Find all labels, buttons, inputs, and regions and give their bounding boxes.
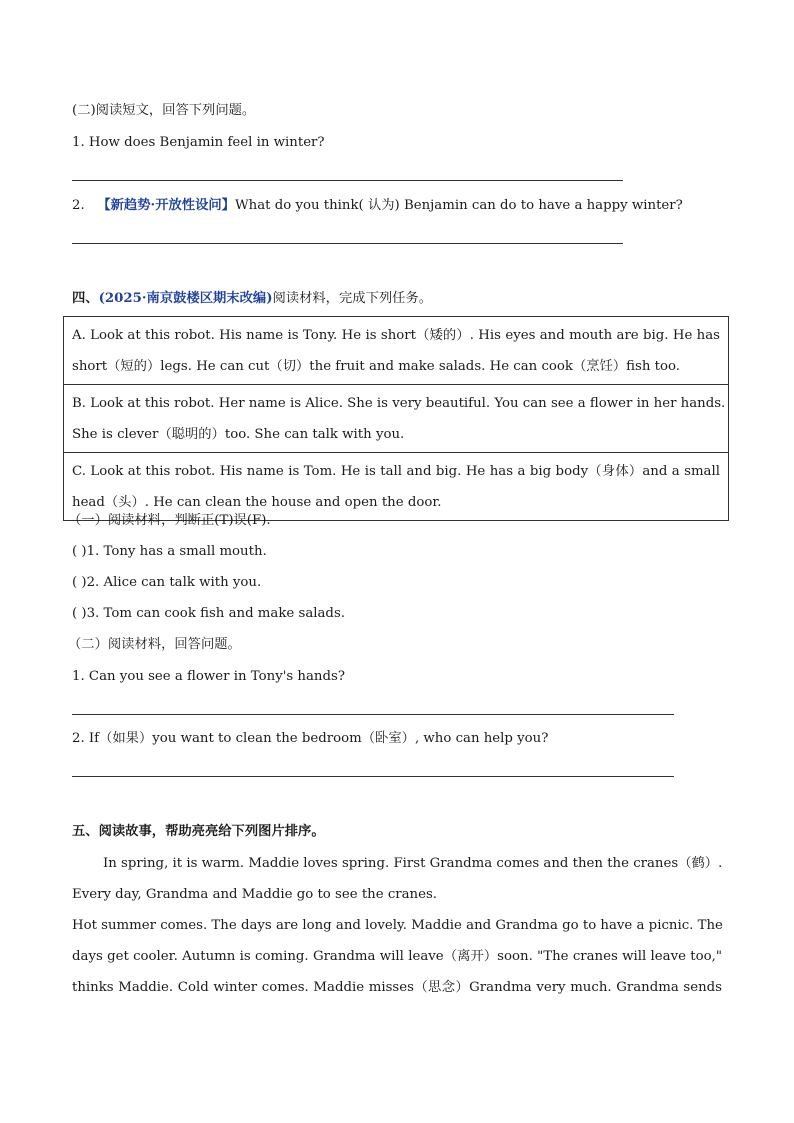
story-line-5: thinks Maddie. Cold winter comes. Maddie misses（思念）Grandma very much. Grandma sends [72, 980, 722, 995]
qa-answer-line-1[interactable] [72, 714, 674, 715]
passage-a-line-2: short（短的）legs. He can cut（切）the fruit and make salads. He can cook（烹饪）fish too. [72, 359, 680, 374]
section4-heading-tag: (2025·南京鼓楼区期末改编) [98, 291, 273, 306]
passage-b-line-1: B. Look at this robot. Her name is Alice. She is very beautiful. You can see a flower in her hands. [72, 396, 726, 411]
tf-item-3[interactable]: ( )3. Tom can cook fish and make salads. [72, 606, 345, 621]
story-line-2: Every day, Grandma and Maddie go to see the cranes. [72, 887, 438, 902]
story-line-4: days get cooler. Autumn is coming. Grandma will leave（离开）soon. "The cranes will leave too," [72, 949, 722, 964]
qa-heading: （二）阅读材料，回答问题。 [68, 637, 241, 652]
passage-b-line-2: She is clever（聪明的）too. She can talk with you. [72, 427, 405, 442]
qa-answer-line-2[interactable] [72, 776, 674, 777]
story-line-1: In spring, it is warm. Maddie loves spring. First Grandma comes and then the cranes（鹤）. [103, 856, 723, 871]
qa-question-2: 2. If（如果）you want to clean the bedroom（卧室）, who can help you? [72, 731, 549, 746]
tf-heading: （一）阅读材料，判断正(T)误(F). [68, 513, 271, 528]
part2-heading: (二)阅读短文，回答下列问题。 [72, 103, 256, 118]
passage-a-line-1: A. Look at this robot. His name is Tony. He is short（矮的）. His eyes and mouth are big. He has [72, 328, 720, 343]
passage-c-line-2: head（头）. He can clean the house and open the door. [72, 495, 442, 510]
section4-heading-prefix: 四、 [72, 291, 99, 306]
passage-b [64, 385, 728, 453]
qa-question-1: 1. Can you see a flower in Tony's hands? [72, 669, 345, 684]
tf-item-1[interactable]: ( )1. Tony has a small mouth. [72, 544, 267, 559]
part2-question-2-text: What do you think( 认为) Benjamin can do to have a happy winter? [234, 198, 683, 213]
part2-answer-line-1[interactable] [72, 180, 623, 181]
tf-item-2[interactable]: ( )2. Alice can talk with you. [72, 575, 262, 590]
section5-story [72, 848, 722, 1003]
part2-question-1: 1. How does Benjamin feel in winter? [72, 135, 325, 150]
part2-question-2-number: 2. [72, 198, 85, 213]
passage-c [64, 453, 728, 520]
part2-question-2-tag: 【新趋势·开放性设问】 [97, 198, 235, 213]
part2-question-2 [72, 196, 683, 216]
section5-heading: 五、阅读故事，帮助亮亮给下列图片排序。 [72, 824, 325, 839]
passage-a [64, 317, 728, 385]
section4-heading-suffix: 阅读材料，完成下列任务。 [272, 291, 433, 306]
part2-answer-line-2[interactable] [72, 243, 623, 244]
story-line-3: Hot summer comes. The days are long and lovely. Maddie and Grandma go to have a picnic. The [72, 918, 723, 933]
section4-heading [72, 289, 432, 309]
robot-passages-table [63, 316, 729, 521]
passage-c-line-1: C. Look at this robot. His name is Tom. He is tall and big. He has a big body（身体）and a small [72, 464, 720, 479]
